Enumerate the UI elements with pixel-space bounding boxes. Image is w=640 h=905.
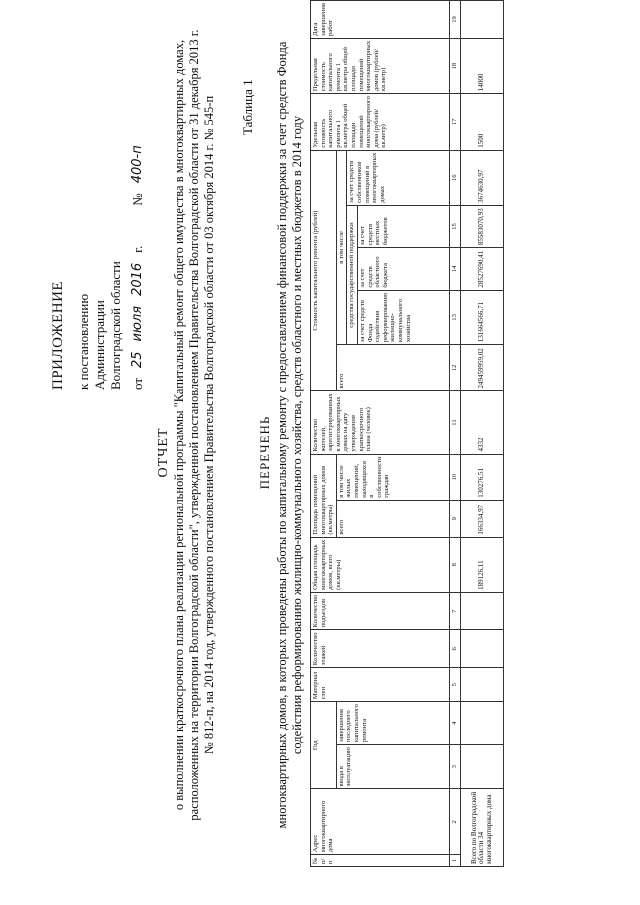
header-material: Материал стен	[311, 668, 450, 702]
houses-table	[310, 0, 504, 867]
total-label: Всего по Волгоградской области 34 многоквартирных дома	[460, 789, 503, 867]
appendix-line-1: к постановлению	[76, 293, 91, 390]
col-number: 11	[449, 391, 460, 454]
header-cost-incl: в том числе	[336, 150, 347, 344]
header-cost: Стоимость капитального ремонта (рублей)	[311, 150, 337, 391]
appendix-line-3: Волгоградской области	[108, 261, 123, 390]
header-date: Дата завершения работ	[311, 1, 450, 39]
total-fund-value: 131664566,71	[460, 290, 503, 345]
total-unit-cost-value: 1500	[460, 94, 503, 151]
col-number: 5	[449, 668, 460, 702]
col-number: 3	[449, 745, 460, 789]
total-cost-value: 249459959,02	[460, 345, 503, 391]
col-number: 12	[449, 345, 460, 391]
decree-number: 400-п	[130, 145, 145, 184]
col-number: 17	[449, 94, 460, 151]
header-entrances: Количество подъездов	[311, 592, 450, 630]
date-day: 25	[130, 351, 145, 368]
total-cell	[460, 668, 503, 702]
total-cell	[460, 745, 503, 789]
total-area-all-value: 166334,97	[460, 500, 503, 537]
report-description	[172, 25, 217, 825]
header-address: Адрес многоквартирного дома	[311, 789, 450, 855]
total-date-cell	[460, 1, 503, 39]
col-number: 16	[449, 150, 460, 205]
date-year: 2016	[130, 262, 145, 296]
header-area-premises: Площадь помещений многоквартирных домов (кв.метры)	[311, 454, 337, 537]
total-area-owned-value: 130276,51	[460, 454, 503, 500]
header-num: № п/п	[311, 855, 450, 867]
header-total-area: Общая площадь многоквартирных домов, всего (кв.метры)	[311, 537, 450, 592]
total-local-value: 85583070,93	[460, 205, 503, 247]
list-title: ПЕРЕЧЕНЬ	[257, 415, 272, 490]
total-owners-value: 3674630,97	[460, 150, 503, 205]
header-cost-owners: за счет средств собственников помещений в многоквартирных домах	[347, 150, 450, 205]
header-cost-state: средства государственной поддержки	[347, 205, 358, 344]
appendix-title: ПРИЛОЖЕНИЕ	[50, 280, 66, 390]
report-title: ОТЧЕТ	[156, 427, 171, 478]
date-year-suffix: г.	[130, 245, 145, 253]
appendix-date-line	[130, 145, 146, 390]
col-number: 14	[449, 248, 460, 291]
date-month: июля	[130, 305, 145, 342]
report-line-2: расположенных на территории Волгоградской области", утвержденной постановлением Правительства Волгоградской области от 31 декабря 2013 г.	[187, 29, 201, 821]
total-area-value: 189126,11	[460, 537, 503, 592]
col-number: 2	[449, 789, 460, 855]
total-cell	[460, 702, 503, 745]
col-number: 9	[449, 500, 460, 537]
list-line-2: содействия реформированию жилищно-коммунального хозяйства, средств областного и местных бюджетов в 2014 году	[290, 115, 304, 755]
total-row	[460, 1, 503, 867]
header-max-cost: Предельная стоимость капитального ремонта 1 кв.метра общей площади помещений многоквартирных домов (рублей/кв.метр)	[311, 38, 450, 93]
col-number: 6	[449, 630, 460, 668]
col-number: 18	[449, 38, 460, 93]
header-cost-regional: за счет средств областного бюджета	[357, 248, 449, 291]
header-area-all: всего	[336, 500, 449, 537]
report-line-3: № 812-п, на 2014 год, утвержденного постановлением Правительства Волгоградской области от 03 октября 2014 г. № 545-п	[202, 95, 216, 755]
report-line-1: о выполнении краткосрочного плана реализации региональной программы "Капитальный ремонт общего имущества в многоквартирных домах,	[172, 39, 186, 811]
header-cost-local: за счет средств местных бюджетов	[357, 205, 449, 247]
col-number: 10	[449, 454, 460, 500]
header-year-commission: ввода в эксплуатацию	[336, 745, 449, 789]
header-year-completion: завершения последнего капитального ремонта	[336, 702, 449, 745]
header-residents: Количество жителей, зарегистрированных в многоквартирных домах на дату утверждения краткосрочного плана (человек)	[311, 391, 450, 454]
list-line-1: многоквартирных домов, в которых проведены работы по капитальному ремонту с предоставлением финансовой поддержки за счет средств Фонда	[275, 41, 289, 829]
table-label: Таблица 1	[240, 79, 255, 135]
col-number: 8	[449, 537, 460, 592]
total-residents-value: 4332	[460, 391, 503, 454]
total-regional-value: 28527690,41	[460, 248, 503, 291]
header-floors: Количество этажей	[311, 630, 450, 668]
col-number: 4	[449, 702, 460, 745]
header-cost-total: всего	[336, 345, 449, 391]
header-year: Год	[311, 702, 337, 789]
col-number: 1	[449, 855, 460, 867]
total-max-cost-value: 14000	[460, 38, 503, 93]
appendix-line-2: Администрации	[92, 300, 107, 390]
column-number-row	[449, 1, 460, 867]
header-cost-fund: за счет средств Фонда содействия реформированию жилищно-коммунального хозяйства	[357, 290, 449, 345]
col-number: 13	[449, 290, 460, 345]
total-cell	[460, 592, 503, 630]
number-prefix: №	[130, 193, 145, 206]
table-header-row-1	[311, 1, 337, 867]
appendix-block	[50, 145, 146, 390]
col-number: 15	[449, 205, 460, 247]
col-number: 19	[449, 1, 460, 39]
total-cell	[460, 630, 503, 668]
list-description	[275, 25, 305, 845]
header-area-owned: в том числе жилых помещений, находящихся в собственности граждан	[336, 454, 449, 500]
header-unit-cost: Удельная стоимость капитального ремонта 1 кв.метра общей площади помещений многоквартирного дома (рублей/кв.метр)	[311, 94, 450, 151]
col-number: 7	[449, 592, 460, 630]
date-prefix: от	[130, 377, 145, 390]
